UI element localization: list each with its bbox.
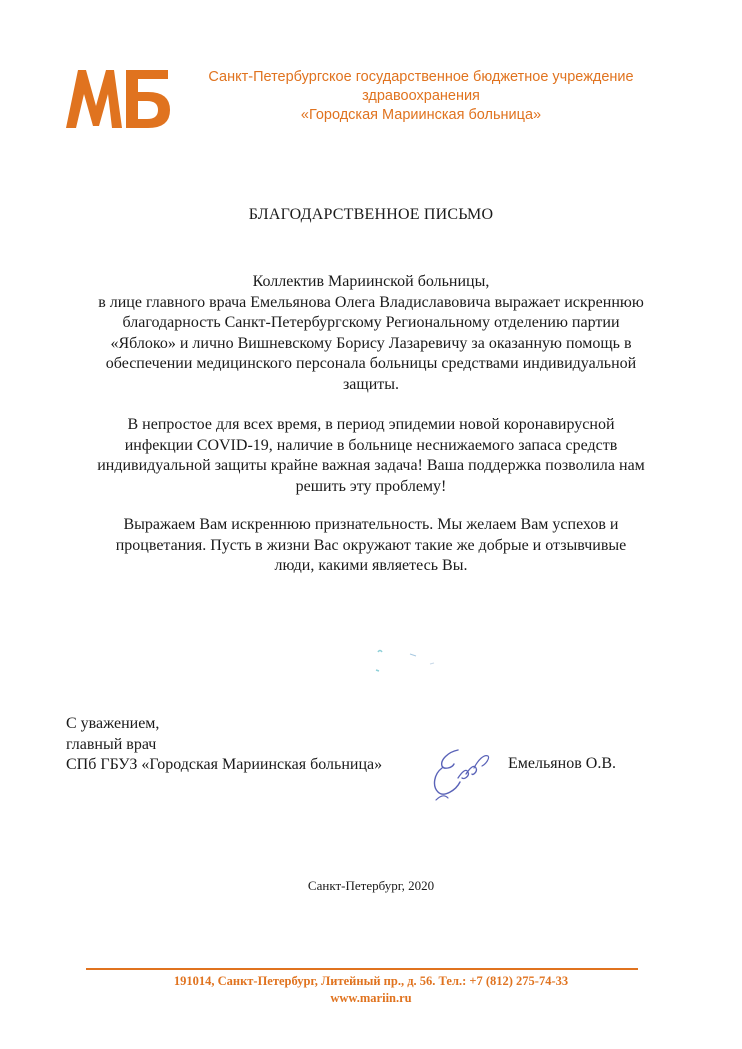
paragraph-gratitude <box>40 272 702 395</box>
place-and-date: Санкт-Петербург, 2020 <box>307 878 435 893</box>
footer-address: 191014, Санкт-Петербург, Литейный пр., д. 56. Тел.: +7 (812) 275-74-33 <box>173 974 569 988</box>
position-line: главный врач <box>66 735 157 753</box>
closing-line: С уважением, <box>66 715 160 732</box>
paragraph-covid <box>40 415 702 497</box>
text-line: обеспечении медицинского персонала больницы средствами индивидуальной <box>105 355 637 372</box>
organization-line: СПб ГБУЗ «Городская Мариинская больница» <box>66 756 383 773</box>
org-line: Санкт-Петербургское государственное бюджетное учреждение <box>208 69 634 85</box>
text-line: решить эту проблему! <box>295 477 447 495</box>
org-line: здравоохранения <box>362 88 480 104</box>
handwritten-signature-icon <box>428 738 498 806</box>
organization-header <box>186 68 656 125</box>
paragraph-wishes <box>40 515 702 577</box>
text-line: благодарность Санкт-Петербургскому Региональному отделению партии <box>122 314 620 331</box>
text-line: люди, какими являетесь Вы. <box>274 557 468 574</box>
footer-divider <box>86 968 638 970</box>
footer-website: www.mariin.ru <box>330 991 412 1005</box>
document-title: БЛАГОДАРСТВЕННОЕ ПИСЬМО <box>248 206 494 223</box>
hospital-logo-icon <box>64 66 174 130</box>
text-line: защиты. <box>342 375 400 393</box>
signer-name: Емельянов О.В. <box>508 755 616 772</box>
text-line: в лице главного врача Емельянова Олега Владиславовича выражает искреннюю <box>98 293 644 311</box>
text-line: Коллектив Мариинской больницы, <box>252 273 490 290</box>
text-line: инфекции COVID-19, наличие в больнице неснижаемого запаса средств <box>124 436 618 454</box>
text-line: «Яблоко» и лично Вишневскому Борису Лазаревичу за оказанную помощь в <box>110 334 632 352</box>
text-line: индивидуальной защиты крайне важная задача! Ваша поддержка позволила нам <box>97 457 645 474</box>
signature-block <box>66 714 382 776</box>
org-line: «Городская Мариинская больница» <box>300 107 542 123</box>
text-line: В непростое для всех время, в период эпидемии новой коронавирусной <box>127 416 615 433</box>
stamp-trace-icon <box>370 642 460 682</box>
text-line: Выражаем Вам искреннюю признательность. Мы желаем Вам успехов и <box>123 516 619 533</box>
text-line: процветания. Пусть в жизни Вас окружают такие же добрые и отзывчивые <box>115 536 627 554</box>
